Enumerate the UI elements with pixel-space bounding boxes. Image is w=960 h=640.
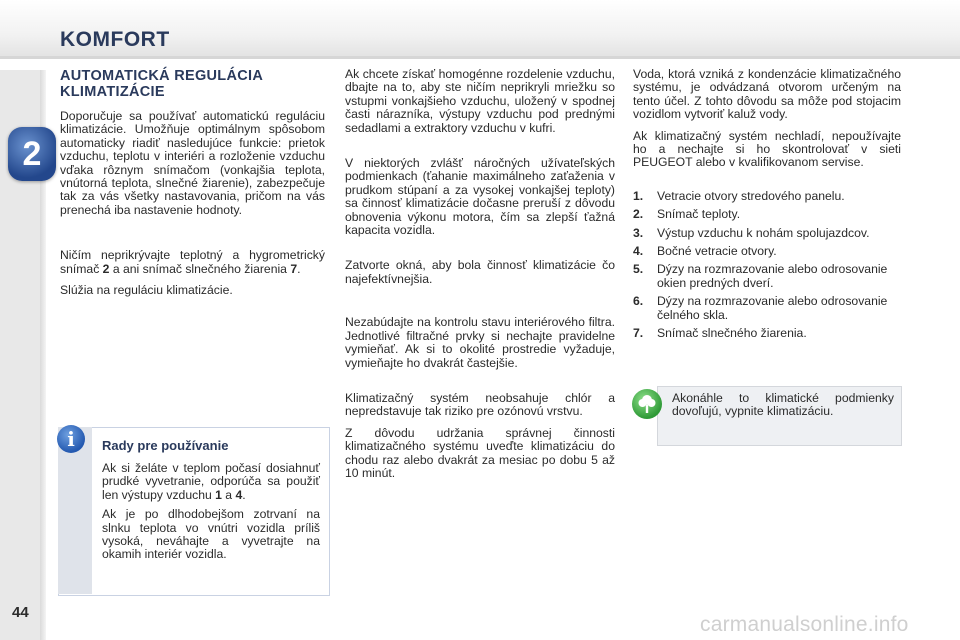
ozone-paragraph: Klimatizačný systém neobsahuje chlór a nepredstavuje tak riziko pre ozónovú vrstvu. [345, 390, 615, 419]
header-divider [0, 56, 960, 59]
section-title-line1: AUTOMATICKÁ REGULÁCIA [60, 68, 264, 84]
list-item: 2. Snímač teploty. [633, 207, 741, 222]
column-3 [633, 68, 901, 346]
list-item: 6. Dýzy na rozmrazovanie alebo odrosovanie čelného skla. [633, 294, 888, 322]
list-item: 7. Snímač slnečného žiarenia. [633, 326, 807, 341]
list-item: 4. Bočné vetracie otvory. [633, 244, 777, 259]
eco-tip-text: Akonáhle to klimatické podmienky dovoľujú, vypnite klimatizáciu. [672, 391, 894, 419]
list-item: 1. Vetracie otvory stredového panelu. [633, 188, 845, 203]
sensor-purpose: Slúžia na reguláciu klimatizácie. [60, 283, 233, 298]
airflow-paragraph: Ak chcete získať homogénne rozdelenie vzduchu, dbajte na to, aby ste ničím neprikryli mriežku so vstupmi vonkajšieho vzduchu, uložený v spodnej časti nárazníka, výstupy vzduchu pod prednými sedadlami a extraktory vzduchu v kufri. [345, 67, 615, 135]
legend-list [633, 190, 901, 341]
maintenance-paragraph: Z dôvodu udržania správnej činnosti klimatizačného systému uveďte klimatizáciu do chodu raz alebo dvakrát za mesiac po dobu 5 až 10 minút. [345, 425, 615, 480]
sensor-paragraph: Ničím neprikrývajte teplotný a hygrometrický snímač 2 a ani snímač slnečného žiarenia 7. [60, 248, 325, 276]
list-item: 3. Výstup vzduchu k nohám spolujazdcov. [633, 225, 870, 240]
filter-paragraph: Nezabúdajte na kontrolu stavu interiérového filtra. Jednotlivé filtračné prvky si nechajte pravidelne vymieňať. Ak si to okolité prostredie vyžaduje, vymieňajte ho dvakrát častejšie. [345, 315, 615, 370]
page-number: 44 [12, 604, 29, 621]
tips-paragraph-1: Ak si želáte v teplom počasí dosiahnuť prudké vyvetranie, odporúča sa použiť len výstupy vzduchu 1 a 4. [102, 461, 320, 502]
condensation-paragraph: Voda, ktorá vzniká z kondenzácie klimatizačného systému, je odvádzaná otvorom určeným na tento účel. Z tohto dôvodu sa môže pod stojacim vozidlom vytvoriť kaluž vody. [633, 67, 901, 122]
column-2 [345, 68, 615, 480]
tips-text [102, 462, 320, 568]
extreme-conditions-paragraph: V niektorých zvlášť náročných užívateľských podmienkach (ťahanie maximálneho zaťaženia v prudkom stúpaní a za vysokej vonkajšej teploty) sa činnosť klimatizácie dočasne preruší z dôvodu obnovenia výkonu motora, čím sa zlepší ťažná kapacita vozidla. [345, 156, 615, 238]
section-title-line2: KLIMATIZÁCIE [60, 84, 165, 100]
chapter-number-badge: 2 [8, 127, 56, 181]
info-icon: i [57, 425, 85, 453]
intro-paragraph: Doporučuje sa používať automatickú reguláciu klimatizácie. Umožňuje optimálnym spôsobom automaticky riadiť nasledujúce funkcie: prietok vzduchu, teplotu v interiéri a rozloženie vzduchu vďaka rôznym snímačom (vonkajšia teplota, vnútorná teplota, slnečné žiarenie), zabezpečuje tak za vás všetky nastavovania, pričom na vás prenechá iba nastavenie hodnoty. [60, 109, 325, 217]
tips-paragraph-2: Ak je po dlhodobejšom zotrvaní na slnku teplota vo vnútri vozidla príliš vysoká, neváhajte a vyvetrajte na okamih interiér vozidla. [102, 507, 320, 562]
watermark: carmanualsonline.info [700, 613, 909, 636]
tips-title: Rady pre používanie [102, 438, 229, 453]
chapter-title: KOMFORT [60, 28, 170, 51]
malfunction-paragraph: Ak klimatizačný systém nechladí, nepoužívajte ho a nechajte si ho skontrolovať v sieti PEUGEOT alebo v kvalifikovanom servise. [633, 128, 901, 170]
windows-paragraph: Zatvorte okná, aby bola činnosť klimatizácie čo najefektívnejšia. [345, 258, 615, 286]
list-item: 5. Dýzy na rozmrazovanie alebo odrosovanie okien predných dverí. [633, 262, 888, 290]
tree-icon [632, 389, 662, 419]
column-1 [60, 68, 325, 297]
